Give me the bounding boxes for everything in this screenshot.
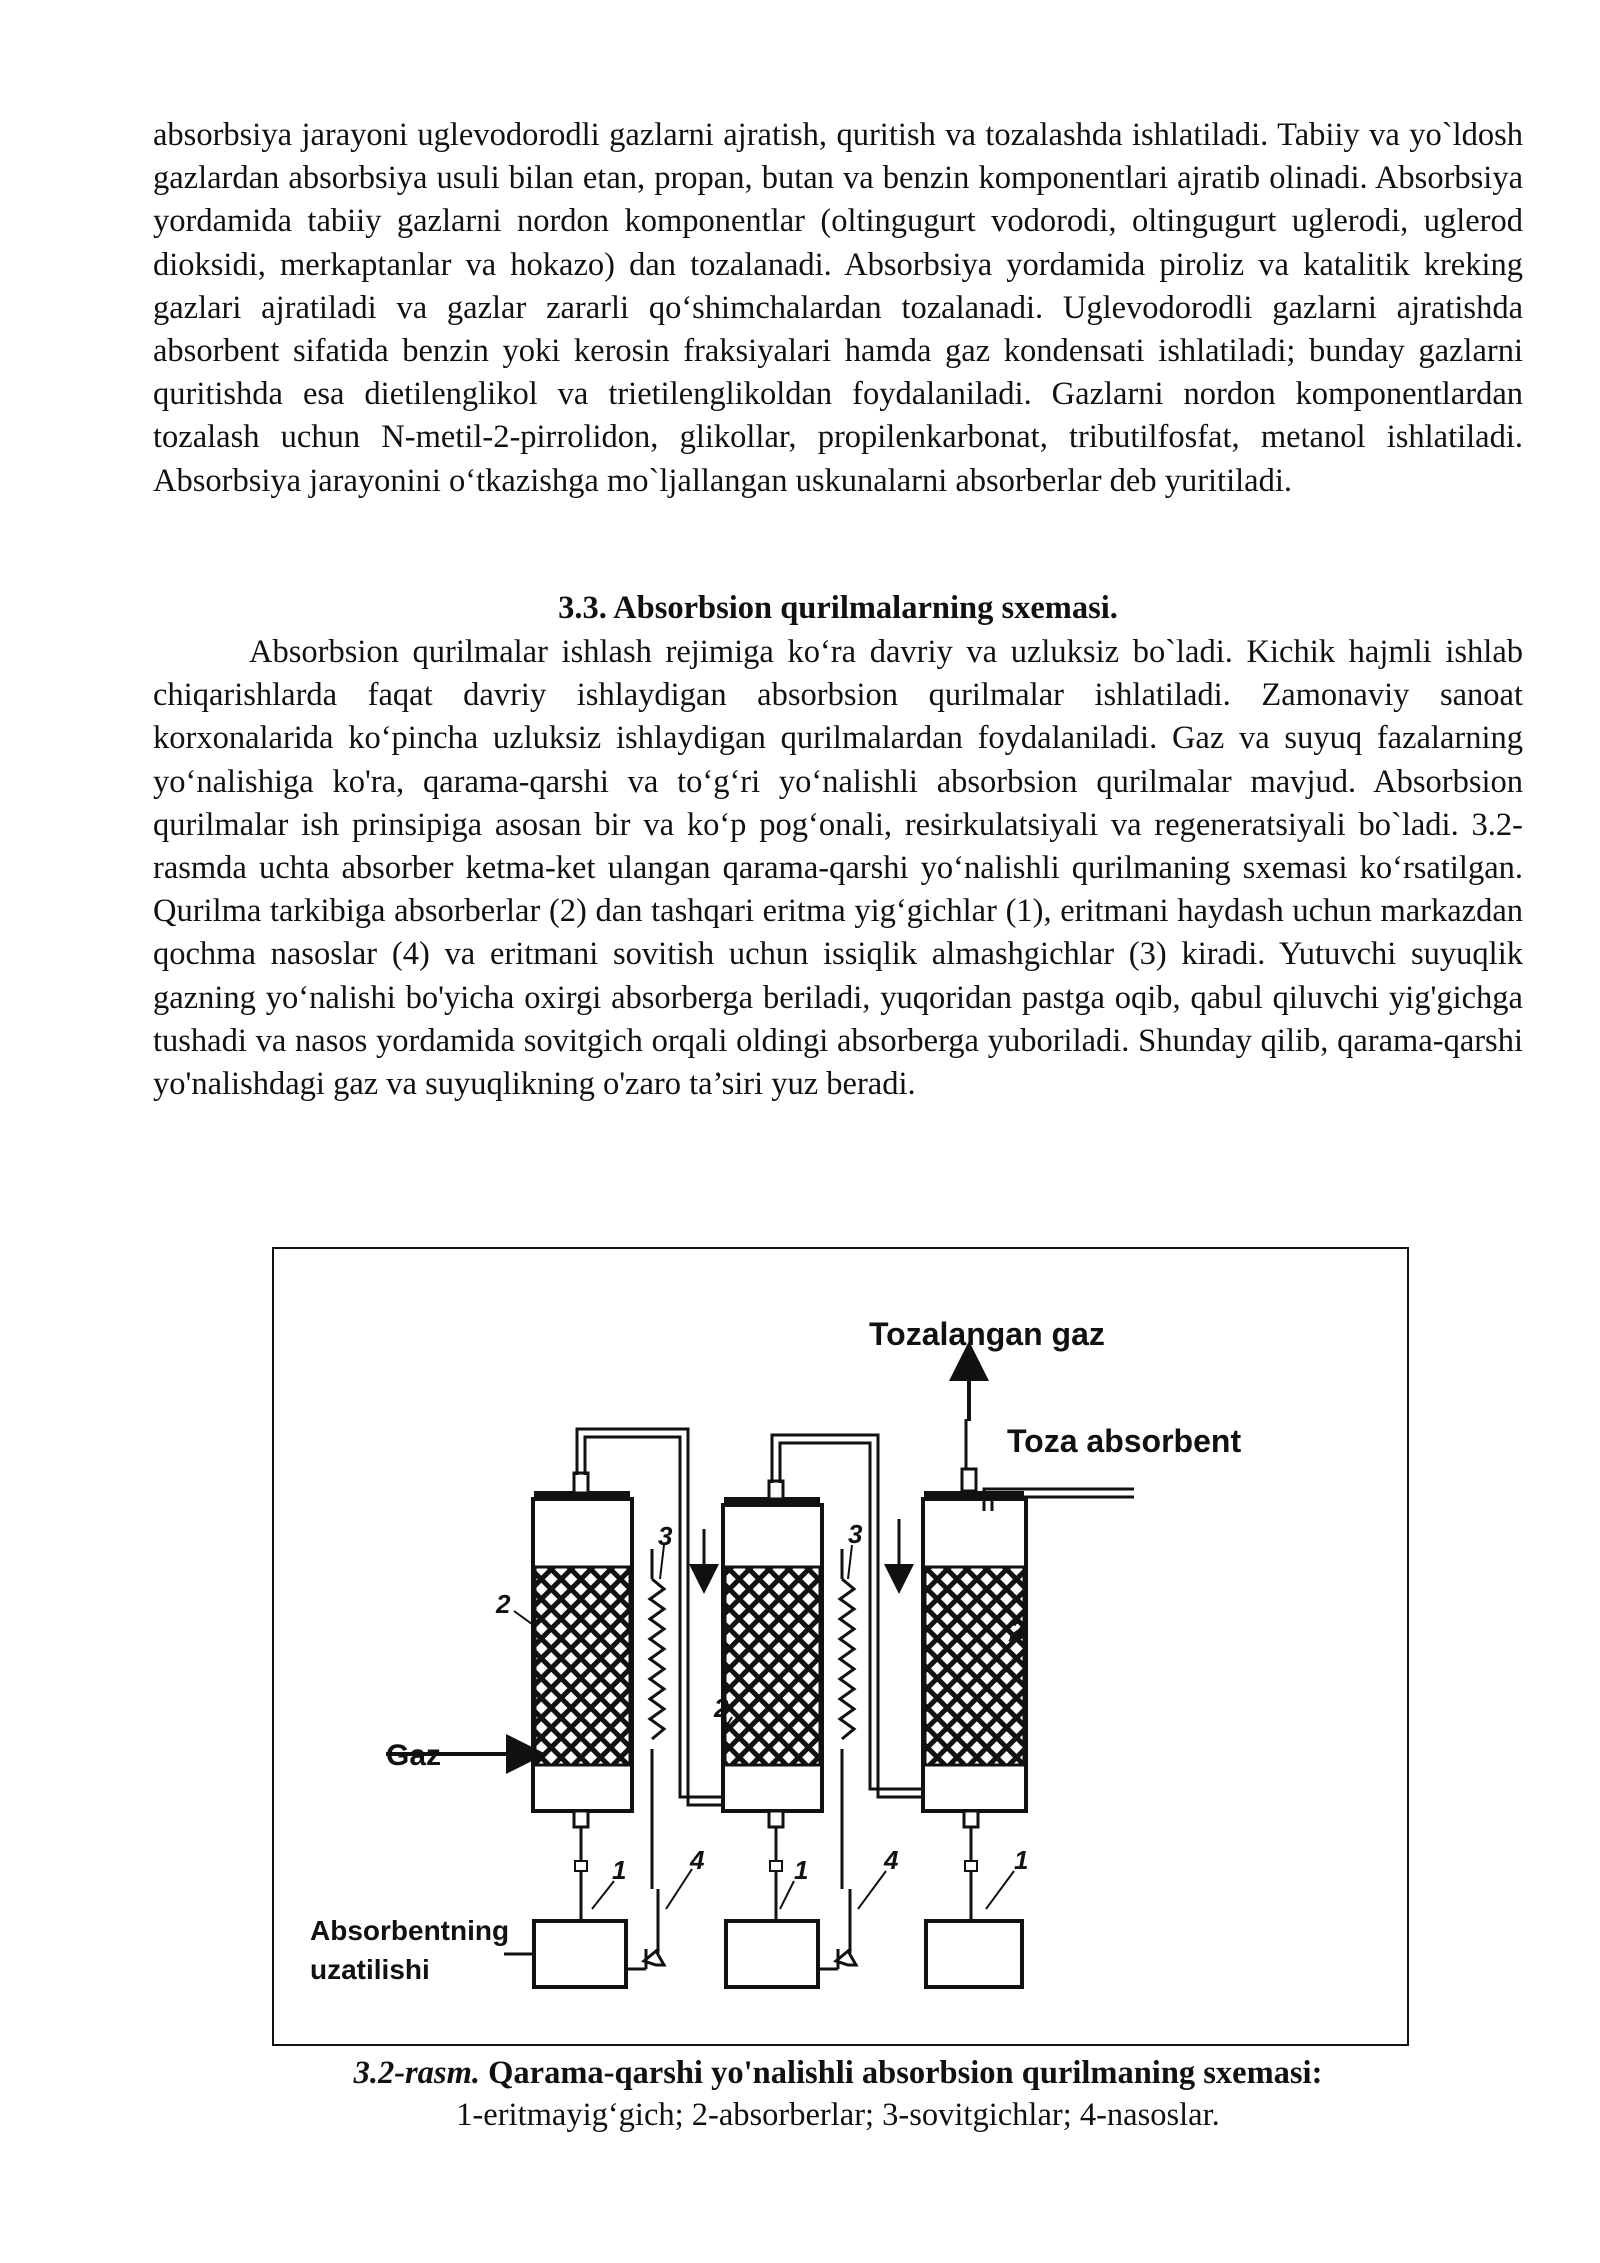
num-1-collector-3: 1 <box>1014 1845 1029 1875</box>
collector-1 <box>534 1921 626 1987</box>
packing-2 <box>725 1567 820 1765</box>
pump-1 <box>626 1889 664 1969</box>
absorber-2 <box>723 1481 822 1827</box>
paragraph-absorption-schemes: Absorbsion qurilmalar ishlash rejimiga ko‘ra davriy va uzluksiz bo`ladi. Kichik hajmli ishlab chiqarishlarda faqat davriy ishlaydigan absorbsion qurilmalar ishlatiladi. Zamonaviy sanoat korxonalarida ko‘pincha uzluksiz ishlaydigan qurilmalardan foydalaniladi. Gaz va suyuq fazalarning yo‘nalishiga ko'ra, qarama-qarshi va to‘g‘ri yo‘nalishli absorbsion qurilmalar mavjud. Absorbsion qurilmalar ish prinsipiga asosan bir va ko‘p pog‘onali, resirkulatsiyali va regeneratsiyali bo`ladi. 3.2-rasmda uchta absorber ketma-ket ulangan qarama-qarshi yo‘nalishli qurilmaning sxemasi ko‘rsatilgan. Qurilma tarkibiga absorberlar (2) dan tashqari eritma yig‘gichlar (1), eritmani haydash uchun markazdan qochma nasoslar (4) va eritmani sovitish uchun issiqlik almashgichlar (3) kiradi. Yutuvchi suyuqlik gazning yo‘nalishi bo'yicha oxirgi absorberga beriladi, yuqoridan pastga oqib, qabul qiluvchi yig'gichga tushadi va nasos yordamida sovitgich orqali oldingi absorberga yuboriladi. Shunday qilib, qarama-qarshi yo'nalishdagi gaz va suyuqlikning o'zaro ta’siri yuz beradi. <box>153 634 1523 1103</box>
section-heading: 3.3. Absorbsion qurilmalarning sxemasi. <box>558 590 1118 626</box>
absorption-scheme-figure <box>272 1247 1409 2046</box>
valves <box>575 1861 977 1871</box>
figure-number: 3.2-rasm. <box>353 2055 480 2091</box>
cooler-1 <box>650 1549 664 1889</box>
num-2-absorber-1: 2 <box>496 1589 511 1619</box>
label-absorbent-removal-2: uzatilishi <box>310 1954 430 1985</box>
figure-title: Qarama-qarshi yo'nalishli absorbsion qurilmaning sxemasi: <box>488 2055 1323 2091</box>
label-absorbent-removal-1: Absorbentning <box>310 1915 510 1946</box>
paragraph-absorption-uses: absorbsiya jarayoni uglevodorodli gazlarni ajratish, quritish va tozalashda ishlatiladi. Tabiiy va yo`ldosh gazlardan absorbsiya usuli bilan etan, propan, butan va benzin komponentlari ajratib olinadi. Absorbsiya yordamida tabiiy gazlarni nordon komponentlar (oltingugurt vodorodi, oltingugurt uglerodi, uglerod dioksidi, merkaptanlar va hokazo) dan tozalanadi. Absorbsiya yordamida piroliz va katalitik kreking gazlari ajratiladi va gazlar zararli qo‘shimchalardan tozalanadi. Uglevodorodli gazlarni ajratishda absorbent sifatida benzin yoki kerosin fraksiyalari hamda gaz kondensati ishlatiladi; bunday gazlarni quritishda esa dietilenglikol va trietilenglikoldan foydalaniladi. Gazlarni nordon komponentlardan tozalash uchun N-metil-2-pirrolidon, glikollar, propilenkarbonat, tributilfosfat, metanol ishlatiladi. Absorbsiya jarayonini o‘tkazishga mo`ljallangan uskunalarni absorberlar deb yuritiladi. <box>153 117 1523 499</box>
num-2-absorber-3: 2 <box>1010 1615 1025 1645</box>
num-4-pump-2: 4 <box>884 1845 899 1875</box>
label-clean-absorbent: Toza absorbent <box>1007 1423 1242 1459</box>
num-1-collector-1: 1 <box>612 1855 627 1885</box>
num-3-cooler-1: 3 <box>658 1521 673 1551</box>
absorber-1 <box>533 1473 632 1827</box>
drain-lines <box>581 1827 971 1921</box>
num-3-cooler-2: 3 <box>848 1519 863 1549</box>
num-4-pump-1: 4 <box>690 1845 705 1875</box>
label-gas: Gaz <box>386 1739 442 1772</box>
cooler-2 <box>840 1549 854 1889</box>
num-2-absorber-2: 2 <box>714 1693 729 1723</box>
collector-3 <box>926 1921 1022 1987</box>
figure-caption-legend: 1-eritmayig‘gich; 2-absorberlar; 3-sovitgichlar; 4-nasoslar. <box>456 2097 1220 2133</box>
absorber-3 <box>923 1469 1026 1827</box>
num-1-collector-2: 1 <box>794 1855 809 1885</box>
collector-2 <box>726 1921 818 1987</box>
label-clean-gas: Tozalangan gaz <box>869 1316 1105 1352</box>
packing-1 <box>535 1567 630 1765</box>
packing-3 <box>925 1567 1024 1765</box>
pump-2 <box>818 1889 856 1969</box>
figure-caption-title <box>153 2052 1523 2094</box>
